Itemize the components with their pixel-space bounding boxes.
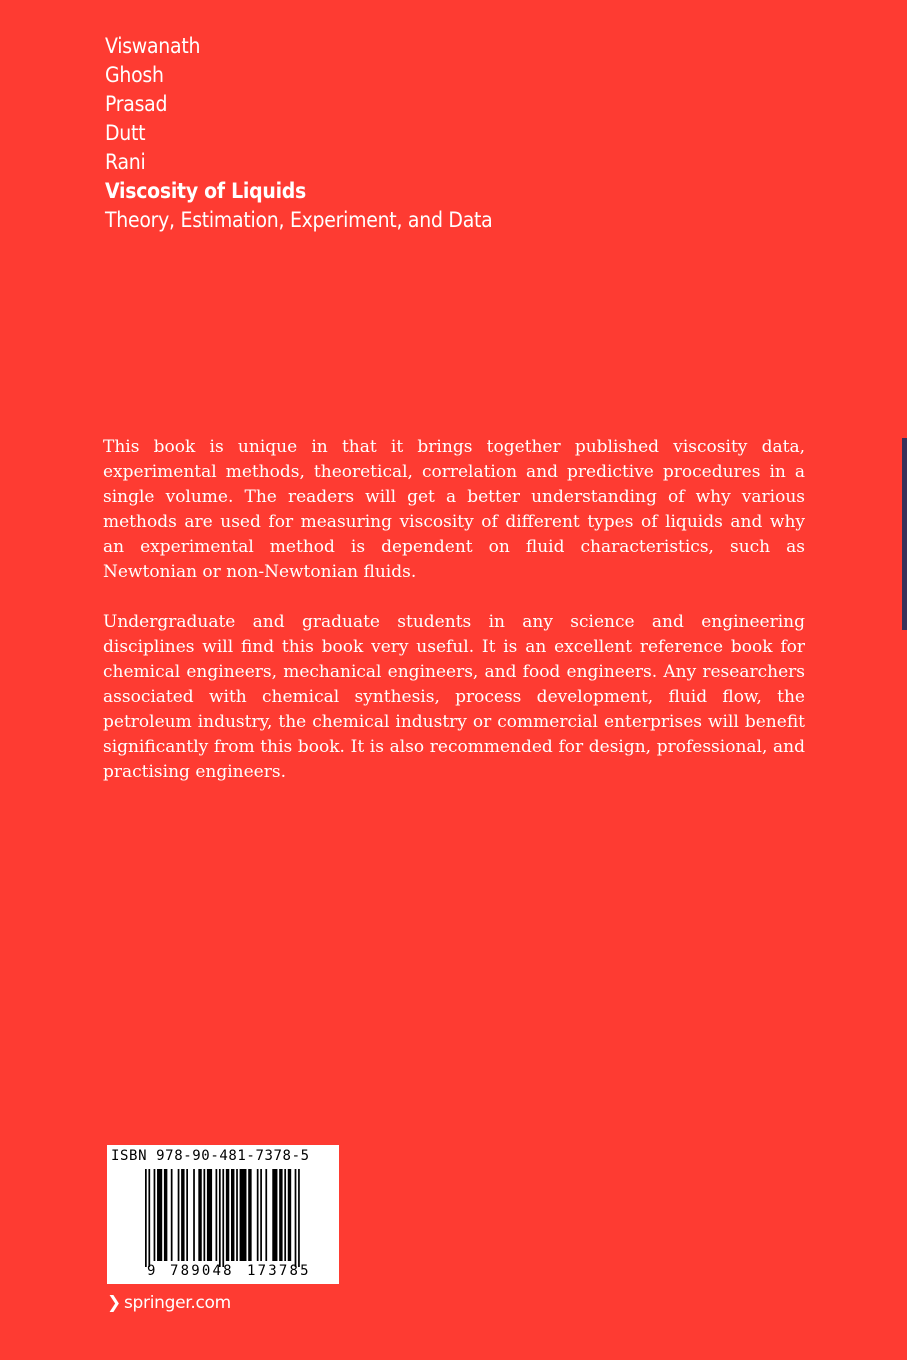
description-paragraph: This book is unique in that it brings together published viscosity data, experimental methods, theoretical, correlation and predictive procedures in a single volume. The readers will get a better understanding of why various methods are used for measuring viscosity of different types of liquids and why an experimental method is dependent on fluid characteristics, such as Newtonian or non-Newtonian fluids.	[103, 437, 805, 582]
barcode-bar	[257, 1169, 259, 1261]
barcode-bar	[219, 1169, 221, 1267]
author-name: Dutt	[105, 121, 146, 145]
chevron-right-icon: ❯	[107, 1293, 121, 1313]
isbn-label: ISBN 978-90-481-7378-5	[111, 1148, 310, 1164]
barcode-bar	[145, 1169, 147, 1267]
author-name: Ghosh	[105, 63, 164, 87]
ean-first-digit: 9	[147, 1263, 156, 1279]
author-name: Rani	[105, 150, 146, 174]
barcode-bar	[284, 1169, 286, 1261]
barcode-bar	[288, 1169, 291, 1261]
barcode-bar	[226, 1169, 229, 1261]
ean-left-digits: 789048	[170, 1263, 234, 1279]
barcode-bar	[154, 1169, 156, 1261]
book-description	[103, 435, 805, 810]
barcode-bar	[231, 1169, 234, 1261]
description-paragraph: Undergraduate and graduate students in any science and engineering disciplines will find this book very useful. It is an excellent reference book for chemical engineers, mechanical engineers, and food engineers. Any researchers associated with chemical synthesis, process development, fluid flow, the petroleum industry, the chemical industry or commercial enterprises will benefit significantly from this book. It is also recommended for design, professional, and practising engineers.	[103, 612, 805, 782]
barcode-bar	[272, 1169, 277, 1261]
barcode-bar	[181, 1169, 184, 1261]
spine-edge-mark	[902, 438, 907, 630]
barcode-bar	[265, 1169, 267, 1261]
barcode-bar	[260, 1169, 262, 1261]
barcode-bar	[198, 1169, 201, 1261]
barcode-bar	[178, 1169, 180, 1261]
barcode-bar	[240, 1169, 247, 1261]
barcode-bar	[193, 1169, 195, 1261]
publisher-url: springer.com	[123, 1293, 231, 1313]
barcode-bar	[216, 1169, 218, 1261]
book-subtitle: Theory, Estimation, Experiment, and Data	[105, 208, 493, 232]
barcode-bar	[164, 1169, 167, 1261]
author-name: Viswanath	[105, 34, 201, 58]
isbn-barcode	[107, 1145, 339, 1284]
barcode-bar	[148, 1169, 150, 1267]
barcode-bar	[207, 1169, 212, 1261]
publisher-link[interactable]	[107, 1293, 231, 1313]
barcode-bar	[157, 1169, 162, 1261]
barcode-bar	[186, 1169, 188, 1261]
barcode-bar	[203, 1169, 205, 1261]
barcode-bar	[171, 1169, 173, 1261]
barcode-bar	[222, 1169, 224, 1267]
book-title: Viscosity of Liquids	[105, 179, 307, 203]
barcode-bars	[107, 1167, 339, 1267]
barcode-bar	[298, 1169, 300, 1267]
cover-header	[105, 32, 536, 235]
ean-right-digits: 173785	[247, 1263, 311, 1279]
barcode-bar	[248, 1169, 251, 1261]
barcode-bar	[279, 1169, 282, 1261]
barcode-bar	[295, 1169, 297, 1267]
author-name: Prasad	[105, 92, 168, 116]
barcode-bar	[236, 1169, 238, 1261]
